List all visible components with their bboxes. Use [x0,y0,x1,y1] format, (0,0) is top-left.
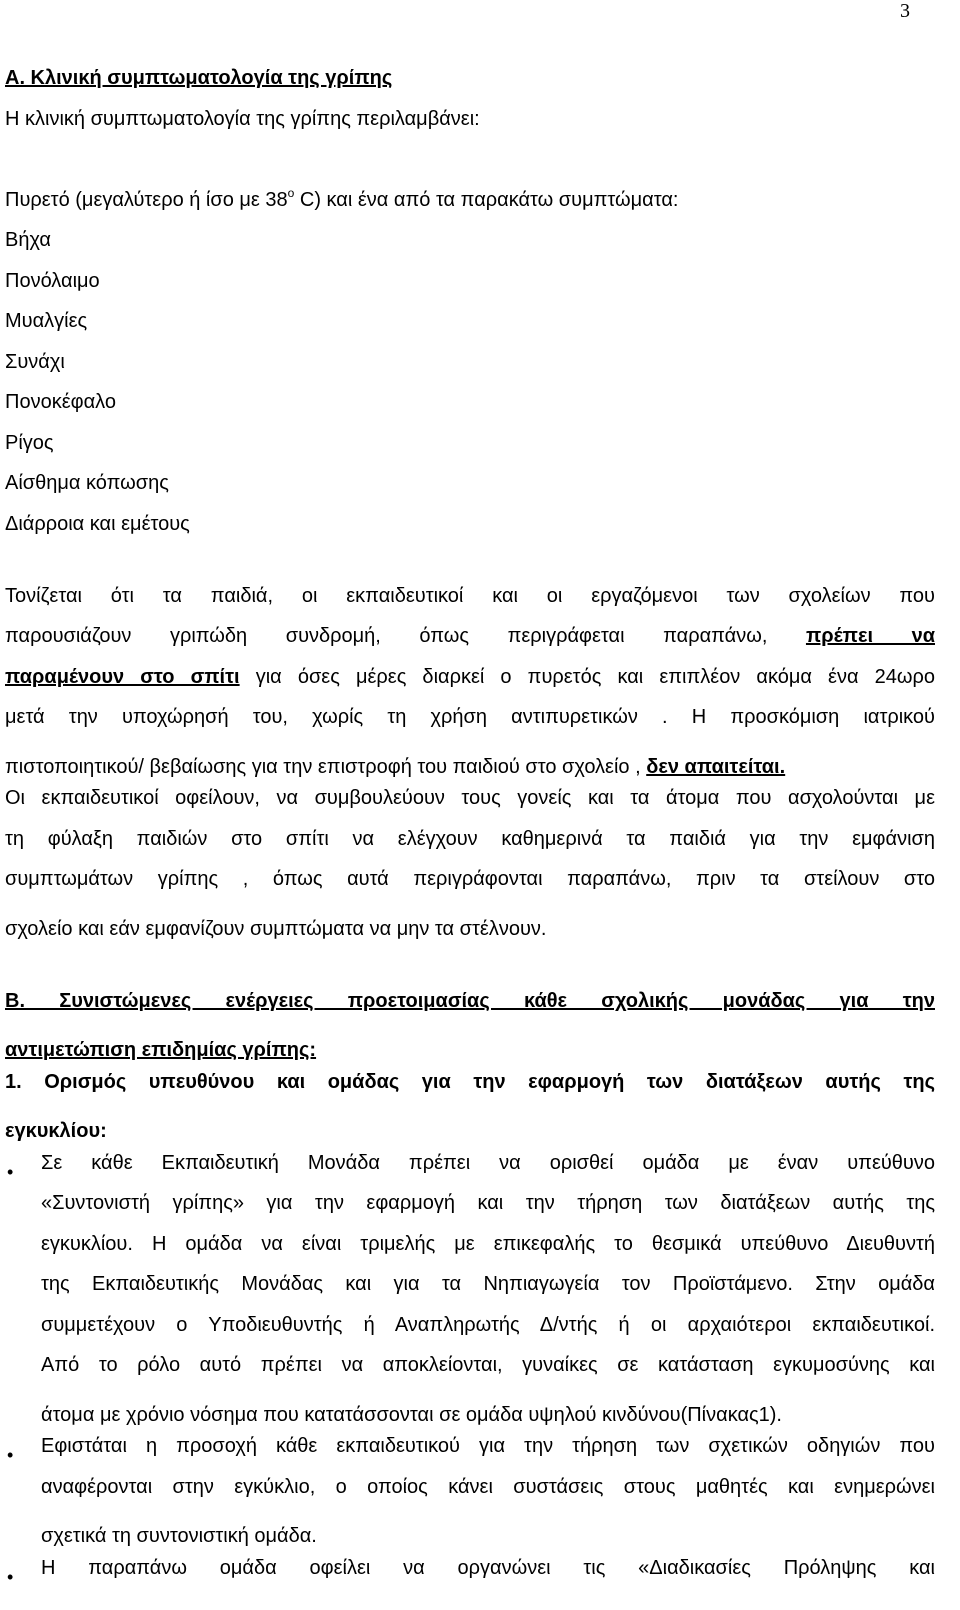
section-a-intro: Η κλινική συμπτωματολογία της γρίπης περιλαμβάνει: [5,107,480,130]
para1-line: παρουσιάζουν γριπώδη συνδρομή, όπως περιγράφεται παραπάνω, πρέπει να [5,625,935,647]
para1-line: Τονίζεται ότι τα παιδιά, οι εκπαιδευτικοί και οι εργαζόμενοι των σχολείων που [5,584,935,607]
document-body [5,58,935,1597]
emphasis-stay-home: πρέπει να [805,625,935,647]
para1-line: πιστοποιητικού/ βεβαίωσης για την επιστροφή του παιδιού στο σχολείο , δεν απαιτείται. [5,755,786,778]
section-a-heading [5,58,935,99]
section-b-heading-cont: αντιμετώπιση επιδημίας γρίπης: [5,1039,317,1061]
emphasis-not-required: δεν απαιτείται. [646,755,786,778]
bullet-line: Σε κάθε Εκπαιδευτική Μονάδα πρέπει να ορισθεί ομάδα με έναν υπεύθυνο [41,1151,935,1174]
subsection-1-heading: 1. Ορισμός υπευθύνου και ομάδας για την εφαρμογή των διατάξεων αυτής της [5,1070,935,1093]
emphasis-stay-home-cont: παραμένουν στο σπίτι [5,665,240,688]
bullet-line: συμμετέχουν ο Υποδιευθυντής ή Αναπληρωτής Δ/ντής ή οι αρχαιότεροι εκπαιδευτικοί. [41,1313,935,1336]
bullet-line: της Εκπαιδευτικής Μονάδας και για τα Νηπιαγωγεία τον Προϊστάμενο. Στην ομάδα [41,1273,935,1295]
symptom-item: Ρίγος [5,431,54,454]
para1-line: παραμένουν στο σπίτι για όσες μέρες διαρκεί ο πυρετός και επιπλέον ακόμα ένα 24ωρο [5,665,935,688]
symptom-item: Μυαλγίες [5,310,88,332]
bullet-line: αναφέρονται στην εγκύκλιο, ο οποίος κάνει συστάσεις στους μαθητές και ενημερώνει [41,1475,935,1498]
bullet-line: Από το ρόλο αυτό πρέπει να αποκλείονται, γυναίκες σε κατάσταση εγκυμοσύνης και [41,1354,935,1376]
bullet-item [5,1557,935,1598]
bullet-line: άτομα με χρόνιο νόσημα που κατατάσσονται σε ομάδα υψηλού κινδύνου(Πίνακας1). [41,1403,782,1426]
page-number: 3 [900,0,910,22]
symptom-item: Πονοκέφαλο [5,391,116,413]
symptom-item: Πονόλαιμο [5,269,100,292]
bullet-item [5,1152,935,1436]
bullet-icon: • [7,1161,14,1182]
bullet-item [5,1435,935,1557]
bullet-line: Η παραπάνω ομάδα οφείλει να οργανώνει τις «Διαδικασίες Πρόληψης και [41,1556,935,1579]
section-b-heading: Β. Συνιστώμενες ενέργειες προετοιμασίας κάθε σχολικής μονάδας για την [5,989,935,1012]
bullet-icon: • [7,1445,14,1465]
para2-line: συμπτωμάτων γρίπης , όπως αυτά περιγράφονται παραπάνω, πριν τα στείλουν στο [5,868,935,890]
bullet-line: Εφιστάται η προσοχή κάθε εκπαιδευτικού για την τήρηση των σχετικών οδηγιών που [41,1435,935,1457]
symptom-item: Βήχα [5,229,51,251]
fever-line: Πυρετό (μεγαλύτερο ή ίσο με $38^o$ C) και ένα από τα παρακάτω συμπτώματα: [5,185,679,211]
section-a-title: Α. Κλινική συμπτωματολογία της γρίπης [5,67,393,89]
subsection-1-heading-cont: εγκυκλίου: [5,1120,107,1142]
symptom-item: Διάρροια και εμέτους [5,512,190,535]
symptom-item: Συνάχι [5,350,65,373]
bullet-line: εγκυκλίου. Η ομάδα να είναι τριμελής με επικεφαλής το θεσμικά υπεύθυνο Διευθυντή [41,1232,935,1255]
para2-line: Οι εκπαιδευτικοί οφείλουν, να συμβουλεύουν τους γονείς και τα άτομα που ασχολούνται με [5,787,935,809]
para2-line: σχολείο και εάν εμφανίζουν συμπτώματα να μην τα στέλνουν. [5,917,547,940]
bullet-line: «Συντονιστή γρίπης» για την εφαρμογή και την τήρηση των διατάξεων αυτής της [41,1192,935,1214]
bullet-line: σχετικά τη συντονιστική ομάδα. [41,1525,317,1547]
para1-line: μετά την υποχώρησή του, χωρίς τη χρήση αντιπυρετικών . Η προσκόμιση ιατρικού [5,706,935,728]
symptom-item: Αίσθημα κόπωσης [5,472,169,494]
bullet-icon: • [7,1566,14,1587]
para2-line: τη φύλαξη παιδιών στο σπίτι να ελέγχουν καθημερινά τα παιδιά για την εμφάνιση [5,827,935,850]
